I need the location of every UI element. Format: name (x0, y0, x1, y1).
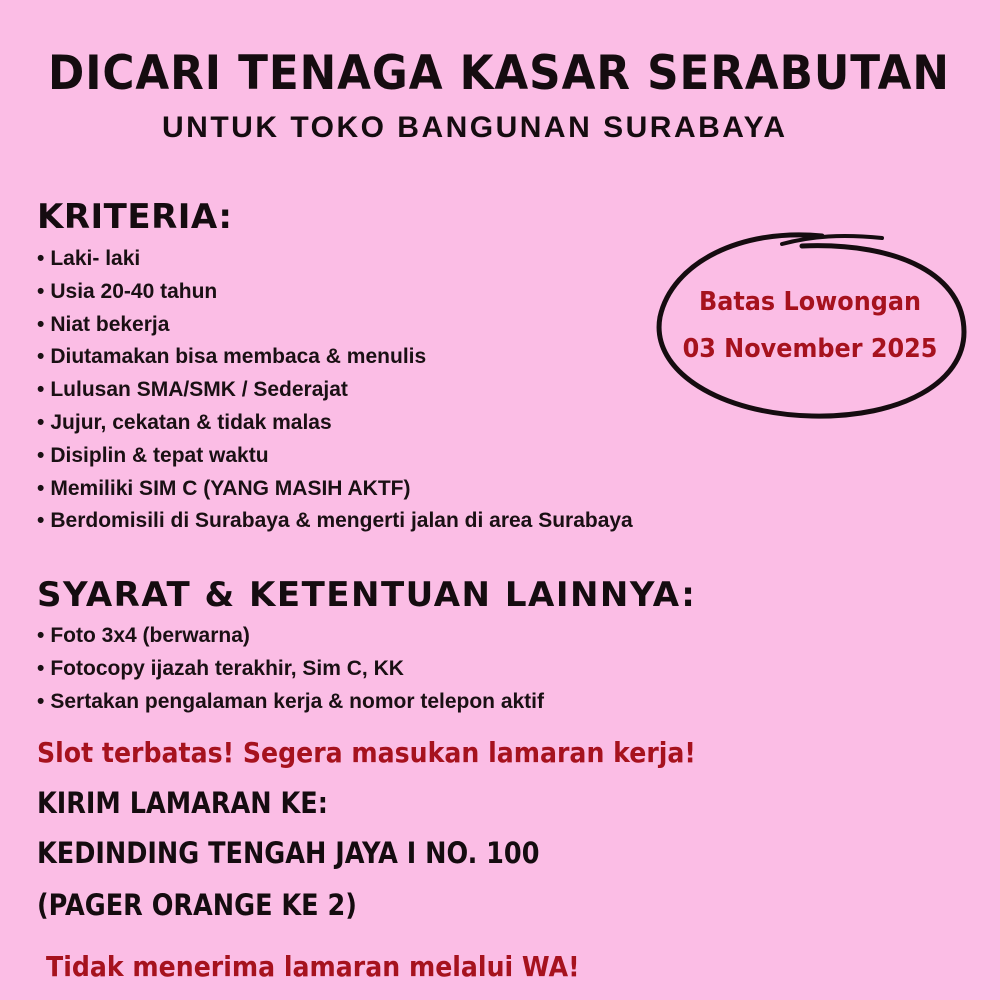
poster-subtitle: UNTUK TOKO BANGUNAN SURABAYA (162, 111, 788, 144)
no-whatsapp-note: Tidak menerima lamaran melalui WA! (46, 950, 580, 983)
list-item: • Lulusan SMA/SMK / Sederajat (37, 374, 633, 407)
syarat-list (37, 620, 544, 718)
list-item: • Memiliki SIM C (YANG MASIH AKTF) (37, 473, 633, 506)
list-item: • Foto 3x4 (berwarna) (37, 620, 544, 653)
syarat-heading: SYARAT & KETENTUAN LAINNYA: (37, 575, 697, 615)
address-line-1: KEDINDING TENGAH JAYA I NO. 100 (37, 836, 540, 870)
list-item: • Fotocopy ijazah terakhir, Sim C, KK (37, 653, 544, 686)
address-label: KIRIM LAMARAN KE: (37, 786, 328, 820)
list-item: • Usia 20-40 tahun (37, 276, 633, 309)
list-item: • Jujur, cekatan & tidak malas (37, 407, 633, 440)
deadline-date: 03 November 2025 (682, 334, 938, 364)
kriteria-list (37, 243, 633, 538)
kriteria-heading: KRITERIA: (37, 197, 233, 237)
deadline-label: Batas Lowongan (698, 287, 922, 317)
poster-title: DICARI TENAGA KASAR SERABUTAN (48, 46, 950, 101)
list-item: • Niat bekerja (37, 309, 633, 342)
list-item: • Disiplin & tepat waktu (37, 440, 633, 473)
list-item: • Berdomisili di Surabaya & mengerti jalan di area Surabaya (37, 505, 633, 538)
address-line-2: (PAGER ORANGE KE 2) (37, 888, 357, 922)
list-item: • Diutamakan bisa membaca & menulis (37, 341, 633, 374)
list-item: • Sertakan pengalaman kerja & nomor telepon aktif (37, 686, 544, 719)
slot-limited-note: Slot terbatas! Segera masukan lamaran kerja! (37, 736, 696, 769)
list-item: • Laki- laki (37, 243, 633, 276)
hand-drawn-circle-icon (652, 222, 968, 422)
deadline-badge (652, 222, 968, 422)
